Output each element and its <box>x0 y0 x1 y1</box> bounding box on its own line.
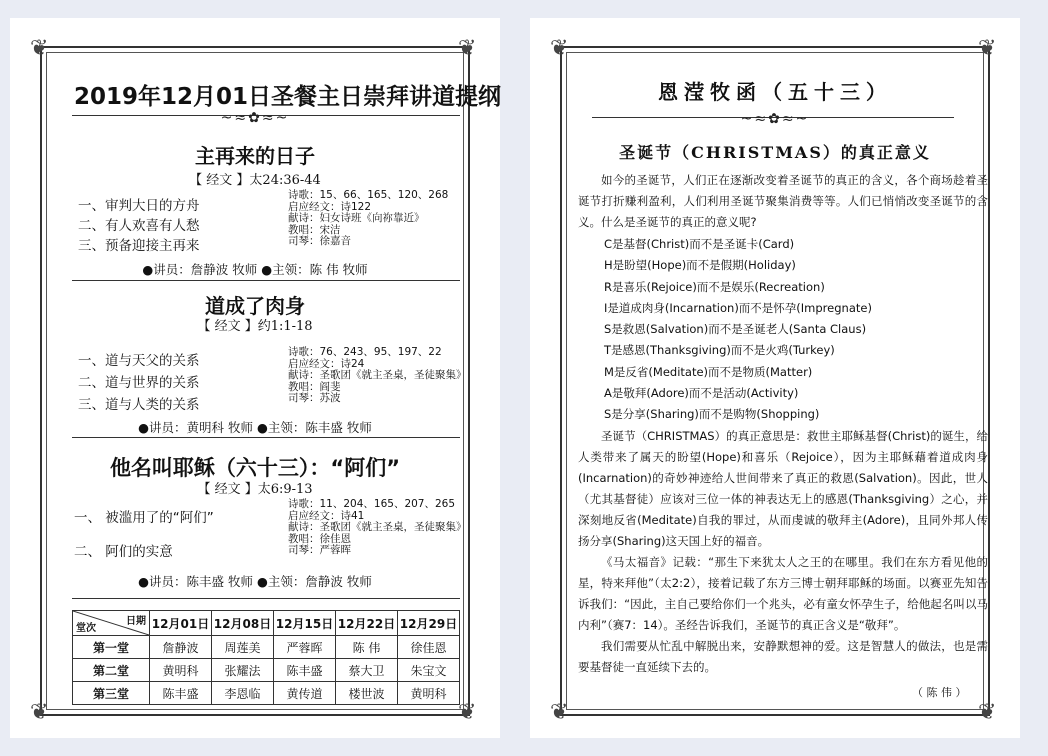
sermon-ref: 【 经文 】太24:36-44 <box>189 173 321 188</box>
sermon-point: 二、道与世界的关系 <box>78 375 200 391</box>
preacher-leader-line: ●讲员：陈丰盛 牧师 ●主领：詹静波 牧师 <box>138 574 372 589</box>
sermon-point: 一、道与天父的关系 <box>78 353 200 369</box>
preacher-leader-line: ●讲员：詹静波 牧师 ●主领：陈 伟 牧师 <box>142 262 368 277</box>
corner-flourish-icon: ❦ <box>550 700 569 725</box>
corner-flourish-icon: ❦ <box>550 36 569 61</box>
sermon-title: 他名叫耶稣（六十三）：“阿们” <box>109 456 401 480</box>
table-row <box>73 659 460 682</box>
table-cell: 黄明科 <box>150 659 212 682</box>
table-cell: 蔡大卫 <box>336 659 398 682</box>
service-info: 诗歌：15、66、165、120、268 启应经文：诗122 献诗：妇女诗班《向祢靠近》 教唱：宋洁 司琴：徐嘉音 <box>288 189 449 247</box>
ornament-icon: ~≈✿≈~ <box>220 110 290 126</box>
preacher-leader-line: ●讲员：黄明科 牧师 ●主领：陈丰盛 牧师 <box>138 420 372 435</box>
corner-flourish-icon: ❦ <box>30 36 49 61</box>
sermon-point: 三、预备迎接主再来 <box>78 238 200 254</box>
service-name: 第三堂 <box>73 682 150 705</box>
christmas-acrostic-list <box>604 234 872 426</box>
date-header: 12月15日 <box>274 611 336 636</box>
table-cell: 黄明科 <box>398 682 460 705</box>
page-title: 2019年12月01日圣餐主日崇拜讲道提纲 <box>74 84 502 110</box>
corner-flourish-icon: ❦ <box>978 36 997 61</box>
date-header: 12月22日 <box>336 611 398 636</box>
sermon-point: 一、审判大日的方舟 <box>78 198 200 214</box>
table-row <box>73 636 460 659</box>
section-rule <box>72 280 460 281</box>
service-info: 诗歌：76、243、95、197、22 启应经文：诗24 献诗：圣歌团《就主圣桌，圣徒聚集》 教唱：阎斐 司琴：苏波 <box>288 346 467 404</box>
sermon-title: 道成了肉身 <box>205 294 305 318</box>
section-rule <box>72 437 460 438</box>
corner-flourish-icon: ❦ <box>30 700 49 725</box>
table-cell: 徐佳恩 <box>398 636 460 659</box>
corner-flourish-icon: ❦ <box>978 700 997 725</box>
letter-subtitle: 圣诞节（CHRISTMAS）的真正意义 <box>619 143 931 162</box>
right-page <box>530 18 1020 738</box>
sermon-point: 二、 阿们的实意 <box>74 544 173 560</box>
list-item: T是感恩(Thanksgiving)而不是火鸡(Turkey) <box>604 343 835 358</box>
table-cell: 张耀法 <box>212 659 274 682</box>
sermon-point: 一、 被滥用了的“阿们” <box>74 510 214 526</box>
corner-flourish-icon: ❦ <box>458 36 477 61</box>
table-cell: 严蓉晖 <box>274 636 336 659</box>
service-name: 第二堂 <box>73 659 150 682</box>
list-item: H是盼望(Hope)而不是假期(Holiday) <box>604 258 796 273</box>
table-cell: 朱宝文 <box>398 659 460 682</box>
corner-flourish-icon: ❦ <box>458 700 477 725</box>
sermon-point: 三、道与人类的关系 <box>78 397 200 413</box>
sermon-ref: 【 经文 】太6:9-13 <box>197 482 313 497</box>
table-cell: 陈丰盛 <box>150 682 212 705</box>
list-item: M是反省(Meditate)而不是物质(Matter) <box>604 364 813 379</box>
service-name: 第一堂 <box>73 636 150 659</box>
corner-label-service: 堂次 <box>76 623 96 634</box>
list-item: I是道成肉身(Incarnation)而不是怀孕(Impregnate) <box>604 300 872 315</box>
list-item: A是敬拜(Adore)而不是活动(Activity) <box>604 386 799 401</box>
signature: （ 陈 伟 ） <box>912 686 967 699</box>
table-cell: 黄传道 <box>274 682 336 705</box>
table-cell: 詹静波 <box>150 636 212 659</box>
table-cell: 楼世波 <box>336 682 398 705</box>
preacher-schedule-table <box>72 610 460 705</box>
body-paragraph: 《马太福音》记载：“那生下来犹太人之王的在哪里。我们在东方看见他的星，特来拜他”（太2:2），接着记载了东方三博士朝拜耶稣的场面。以赛亚先知告诉我们：“因此，主自己要给你们一个兆头，必有童女怀孕生子，给他起名叫以马内利”（赛7：14）。圣经告诉我们，圣诞节的真正含义是“敬拜”。 <box>578 555 988 632</box>
sermon-point: 二、有人欢喜有人愁 <box>78 218 200 234</box>
corner-label-date: 日期 <box>126 616 146 627</box>
body-paragraph: 圣诞节（CHRISTMAS）的真正意思是：救世主耶稣基督(Christ)的诞生，给人类带来了属天的盼望(Hope)和喜乐（Rejoice），因为主耶稣藉着道成肉身(Incarnation)的奇妙神迹给人世间带来了真正的救恩(Salvation)。因此，世人（尤其基督徒）应该对三位一体的神表达无上的感恩(Thanksgiving）之心，并深刻地反省(Meditate)自我的罪过，从而虔诚的敬拜主(Adore)，且同外邦人传扬分享(Sharing)这天国上好的福音。 <box>578 429 988 548</box>
section-rule <box>72 598 460 599</box>
left-page <box>10 18 500 738</box>
letter-title: 恩滢牧函（五十三） <box>658 80 892 104</box>
list-item: S是救恩(Salvation)而不是圣诞老人(Santa Claus) <box>604 322 867 337</box>
table-cell: 陈丰盛 <box>274 659 336 682</box>
date-header: 12月29日 <box>398 611 460 636</box>
sermon-title: 主再来的日子 <box>195 144 315 168</box>
table-cell: 李恩临 <box>212 682 274 705</box>
list-item: R是喜乐(Rejoice)而不是娱乐(Recreation) <box>604 279 825 294</box>
table-row <box>73 682 460 705</box>
body-paragraph: 我们需要从忙乱中解脱出来，安静默想神的爱。这是智慧人的做法，也是需要基督徒一直延续下去的。 <box>578 639 988 674</box>
service-info: 诗歌：11、204、165、207、265 启应经文：诗41 献诗：圣歌团《就主圣桌，圣徒聚集》 教唱：徐佳恩 司琴：严蓉晖 <box>288 498 467 556</box>
body-text <box>578 426 988 678</box>
date-header: 12月08日 <box>212 611 274 636</box>
table-cell: 陈 伟 <box>336 636 398 659</box>
list-item: C是基督(Christ)而不是圣诞卡(Card) <box>604 237 795 251</box>
sermon-ref: 【 经文 】约1:1-18 <box>197 319 313 334</box>
table-corner-cell <box>73 611 150 636</box>
list-item: S是分享(Sharing)而不是购物(Shopping) <box>604 407 820 422</box>
date-header: 12月01日 <box>150 611 212 636</box>
ornament-icon: ~≈✿≈~ <box>740 111 810 127</box>
table-cell: 周莲美 <box>212 636 274 659</box>
intro-paragraph: 如今的圣诞节，人们正在逐渐改变着圣诞节的真正的含义，各个商场趁着圣诞节打折赚利盈利，人们利用圣诞节聚集消费等等。人们已悄悄改变圣诞节的含义。什么是圣诞节的真正的意义呢? <box>578 173 988 229</box>
table-header-row <box>73 611 460 636</box>
